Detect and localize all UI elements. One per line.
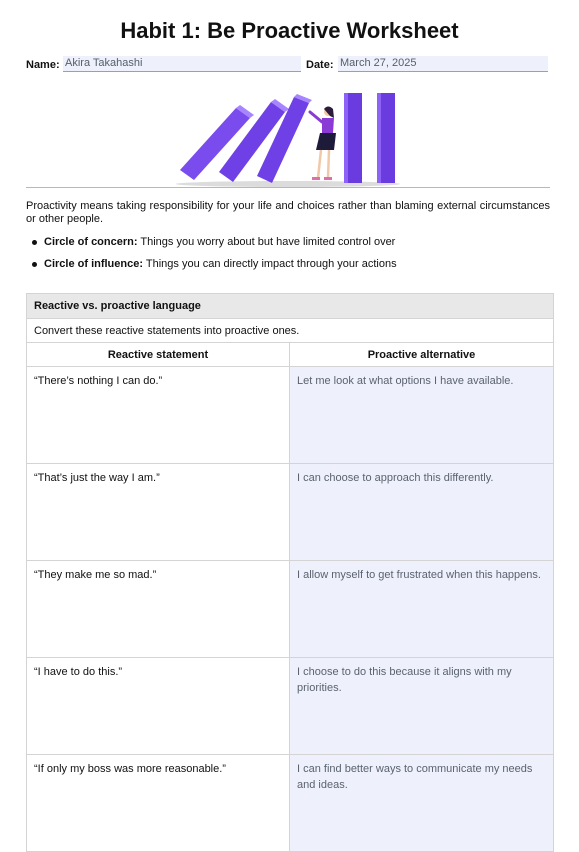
- bullet-text: Things you worry about but have limited control over: [137, 236, 396, 248]
- table-row: [27, 367, 554, 464]
- column-header-proactive: Proactive alternative: [290, 343, 554, 367]
- divider-line: [26, 187, 550, 188]
- bullet-term: Circle of concern:: [44, 236, 138, 248]
- proactive-answer-field[interactable]: I choose to do this because it aligns with my priorities.: [290, 658, 554, 755]
- table-row: [27, 755, 554, 852]
- header-fields: [26, 56, 553, 74]
- proactive-answer-field[interactable]: I allow myself to get frustrated when this happens.: [290, 561, 554, 658]
- intro-paragraph: Proactivity means taking responsibility for your life and choices rather than blaming external circumstances or other people.: [26, 200, 550, 225]
- reactive-statement: “If only my boss was more reasonable.”: [27, 755, 290, 852]
- table-row: [27, 464, 554, 561]
- language-table: [26, 293, 554, 852]
- page-title: Habit 1: Be Proactive Worksheet: [120, 18, 459, 43]
- bullet-dot-icon: [32, 240, 37, 245]
- bullet-list: [26, 236, 550, 280]
- name-field[interactable]: Akira Takahashi: [63, 56, 301, 72]
- bullet-term: Circle of influence:: [44, 258, 144, 270]
- bullet-text: Things you can directly impact through your actions: [143, 258, 397, 270]
- proactive-answer-field[interactable]: I can choose to approach this differently.: [290, 464, 554, 561]
- list-item: [26, 236, 550, 258]
- table-section-title: Reactive vs. proactive language: [27, 294, 554, 319]
- table-instruction: Convert these reactive statements into proactive ones.: [27, 319, 554, 343]
- table-row: [27, 561, 554, 658]
- standing-domino-1: [344, 93, 362, 183]
- reactive-statement: “That’s just the way I am.”: [27, 464, 290, 561]
- column-header-reactive: Reactive statement: [27, 343, 290, 367]
- woman-figure: [310, 107, 336, 181]
- reactive-statement: “They make me so mad.”: [27, 561, 290, 658]
- date-field[interactable]: March 27, 2025: [338, 56, 548, 72]
- bullet-dot-icon: [32, 262, 37, 267]
- proactive-answer-field[interactable]: Let me look at what options I have available.: [290, 367, 554, 464]
- date-label: Date:: [306, 59, 334, 71]
- reactive-statement: “There’s nothing I can do.”: [27, 367, 290, 464]
- table-row: [27, 658, 554, 755]
- proactive-answer-field[interactable]: I can find better ways to communicate my needs and ideas.: [290, 755, 554, 852]
- list-item: [26, 258, 550, 280]
- domino-illustration: [0, 88, 579, 190]
- name-label: Name:: [26, 59, 60, 71]
- standing-domino-2: [377, 93, 395, 183]
- reactive-statement: “I have to do this.”: [27, 658, 290, 755]
